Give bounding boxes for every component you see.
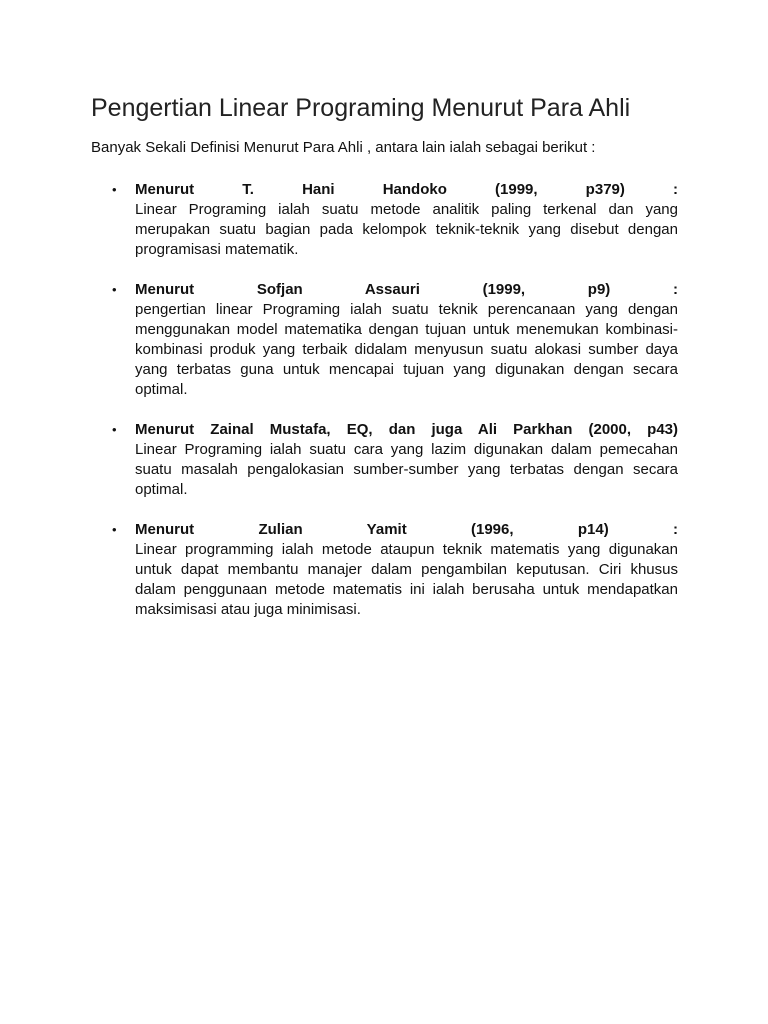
item-heading: Menurut Zulian Yamit (1996, p14) : [135, 521, 678, 538]
intro-paragraph: Banyak Sekali Definisi Menurut Para Ahli , antara lain ialah sebagai berikut : [91, 139, 596, 156]
list-item [91, 420, 678, 500]
page-title: Pengertian Linear Programing Menurut Para Ahli [91, 94, 631, 122]
list-item [91, 280, 678, 400]
list-item [91, 180, 678, 260]
definition-list [91, 180, 678, 620]
list-item [91, 520, 678, 620]
bullet-icon: • [112, 182, 117, 197]
bullet-icon: • [112, 282, 117, 297]
bullet-icon: • [112, 422, 117, 437]
item-body: pengertian linear Programing ialah suatu teknik perencanaan yang dengan menggunakan model matematika dengan tujuan untuk menemukan kombinasi-kombinasi produk yang terbaik didalam menyusun suatu alokasi sumber daya yang terbatas guna untuk mencapai tujuan yang digunakan dengan secara optimal. [135, 301, 678, 398]
item-heading: Menurut Sofjan Assauri (1999, p9) : [135, 281, 678, 298]
item-heading: Menurut T. Hani Handoko (1999, p379) : [135, 181, 678, 198]
item-heading: Menurut Zainal Mustafa, EQ, dan juga Ali Parkhan (2000, p43) [135, 421, 678, 438]
item-body: Linear programming ialah metode ataupun teknik matematis yang digunakan untuk dapat membantu manajer dalam pengambilan keputusan. Ciri khusus dalam penggunaan metode matematis ini ialah berusaha untuk mendapatkan maksimisasi atau juga minimisasi. [135, 541, 678, 618]
bullet-icon: • [112, 522, 117, 537]
item-body: Linear Programing ialah suatu metode analitik paling terkenal dan yang merupakan suatu bagian pada kelompok teknik-teknik yang disebut dengan programisasi matematik. [135, 201, 678, 258]
document-page [91, 92, 678, 640]
item-body: Linear Programing ialah suatu cara yang lazim digunakan dalam pemecahan suatu masalah pengalokasian sumber-sumber yang terbatas dengan secara optimal. [135, 441, 678, 498]
